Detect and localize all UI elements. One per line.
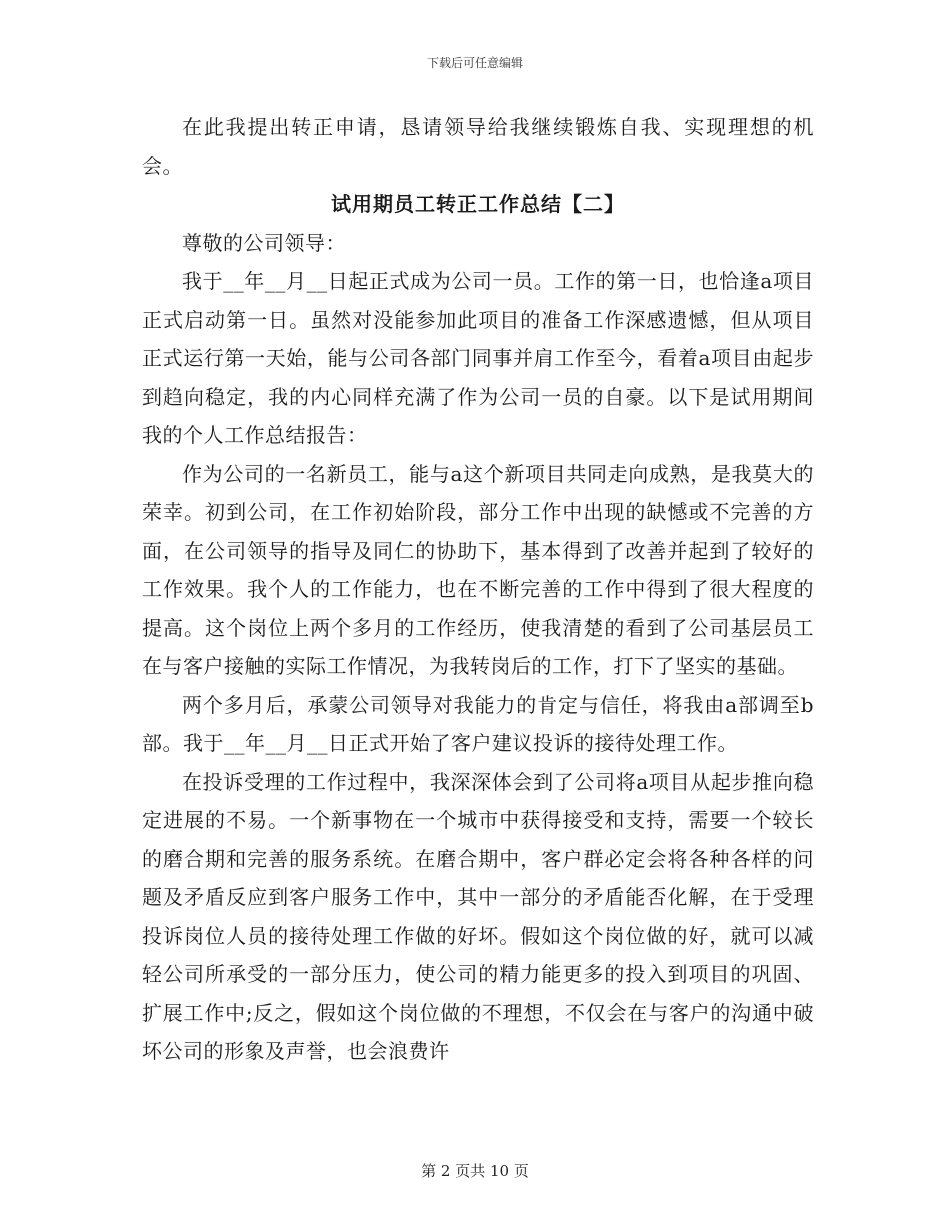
paragraph-transfer: 两个多月后，承蒙公司领导对我能力的肯定与信任，将我由a部调至b部。我于__年__月__日正式开始了客户建议投诉的接待处理工作。 (142, 692, 814, 755)
greeting: 尊敬的公司领导： (182, 230, 346, 255)
paragraph-application-closing: 在此我提出转正申请，恳请领导给我继续锻炼自我、实现理想的机会。 (142, 115, 814, 178)
document-body (142, 108, 814, 1071)
page-footer: 第 2 页共 10 页 (421, 1162, 529, 1180)
paragraph-complaint-handling: 在投诉受理的工作过程中，我深深体会到了公司将a项目从起步推向稳定进展的不易。一个新事物在一个城市中获得接受和支持，需要一个较长的磨合期和完善的服务系统。在磨合期中，客户群必定会将各种各样的问题及矛盾反应到客户服务工作中，其中一部分的矛盾能否化解，在于受理投诉岗位人员的接待处理工作做的好坏。假如这个岗位做的好，就可以减轻公司所承受的一部分压力，使公司的精力能更多的投入到项目的巩固、扩展工作中;反之，假如这个岗位做的不理想，不仅会在与客户的沟通中破坏公司的形象及声誉，也会浪费许 (142, 769, 814, 1063)
page-header-note: 下载后可任意编辑 (426, 56, 523, 70)
paragraph-intro: 我于__年__月__日起正式成为公司一员。工作的第一日，也恰逢a项目正式启动第一日。虽然对没能参加此项目的准备工作深感遗憾，但从项目正式运行第一天始，能与公司各部门同事并肩工作至今，看着a项目由起步到趋向稳定，我的内心同样充满了作为公司一员的自豪。以下是试用期间我的个人工作总结报告： (142, 269, 814, 447)
section-title: 试用期员工转正工作总结【二】 (331, 192, 625, 216)
paragraph-new-employee: 作为公司的一名新员工，能与a这个新项目共同走向成熟，是我莫大的荣幸。初到公司，在工作初始阶段，部分工作中出现的缺憾或不完善的方面，在公司领导的指导及同仁的协助下，基本得到了改善并起到了较好的工作效果。我个人的工作能力，也在不断完善的工作中得到了很大程度的提高。这个岗位上两个多月的工作经历，使我清楚的看到了公司基层员工在与客户接触的实际工作情况，为我转岗后的工作，打下了坚实的基础。 (142, 461, 814, 678)
